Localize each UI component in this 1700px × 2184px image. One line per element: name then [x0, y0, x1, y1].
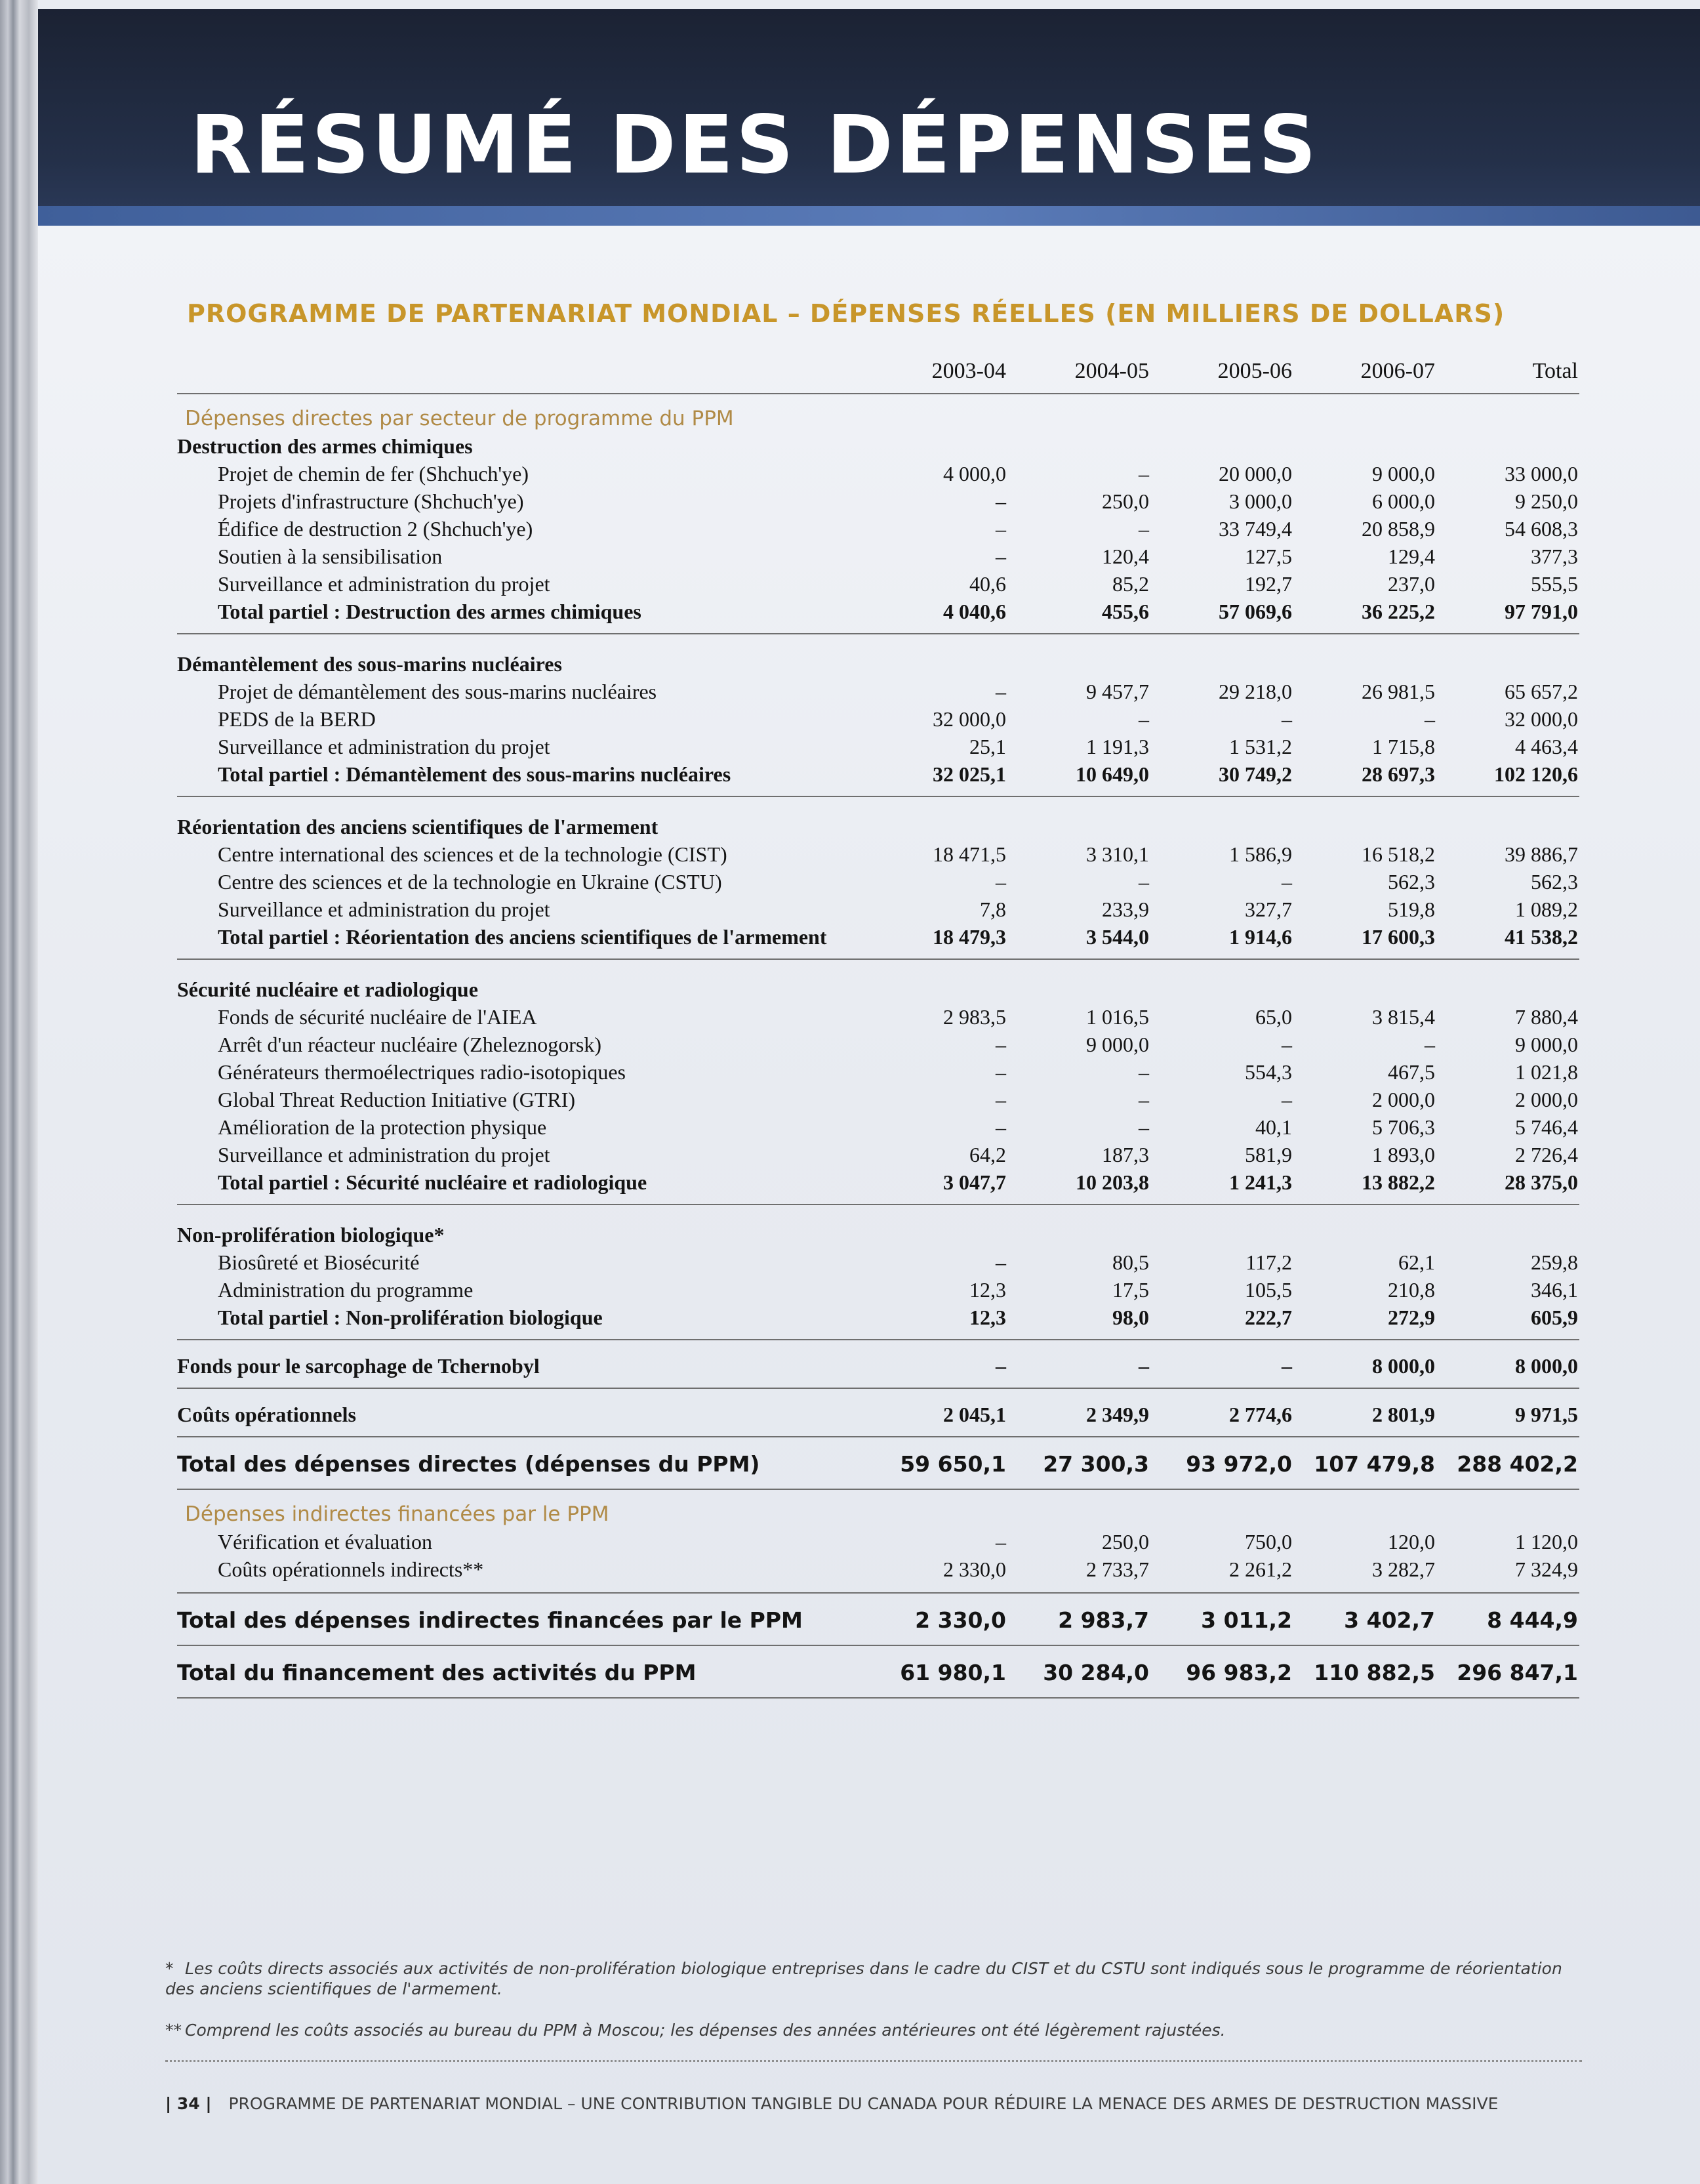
cell-value: 562,3 [1531, 870, 1578, 894]
cell-value: – [1139, 1088, 1149, 1111]
subtotal-value: 13 882,2 [1293, 1168, 1436, 1205]
total-value: 2 330,0 [864, 1593, 1007, 1645]
total-value: 61 980,1 [864, 1645, 1007, 1698]
total-value: 8 444,9 [1436, 1593, 1579, 1645]
cell-value: – [1139, 462, 1149, 485]
cell-value: – [1139, 1060, 1149, 1084]
cell-value: – [864, 1340, 1007, 1388]
subtotal-value: 97 791,0 [1436, 598, 1579, 634]
cell-value: 85,2 [1112, 572, 1149, 596]
subtotal-label: Total partiel : Démantèlement des sous-marins nucléaires [177, 760, 864, 796]
column-header: Total [1436, 358, 1579, 394]
cell-value: 2 261,2 [1229, 1557, 1292, 1581]
cell-value: 62,1 [1398, 1250, 1435, 1274]
page-title: RÉSUMÉ DES DÉPENSES [190, 98, 1319, 192]
row-label: Coûts opérationnels indirects** [218, 1557, 484, 1581]
cell-value: 377,3 [1531, 545, 1578, 568]
table-header-row [177, 358, 1579, 394]
table-row [177, 733, 1579, 760]
cell-value: 65,0 [1255, 1005, 1292, 1029]
subtotal-value: 28 375,0 [1436, 1168, 1579, 1205]
cell-value: 187,3 [1102, 1143, 1149, 1166]
subtotal-value: 17 600,3 [1293, 923, 1436, 959]
cell-value: – [996, 1033, 1006, 1056]
cell-value: 1 120,0 [1515, 1530, 1578, 1554]
cell-value: – [996, 1060, 1006, 1084]
row-label: Administration du programme [218, 1278, 474, 1302]
table-row [177, 460, 1579, 487]
row-label: Surveillance et administration du projet [218, 572, 550, 596]
cell-value: 12,3 [969, 1278, 1006, 1302]
spacer-row [177, 959, 1579, 976]
cell-value: 17,5 [1112, 1278, 1149, 1302]
spacer-row [177, 634, 1579, 650]
dotted-divider [165, 2060, 1582, 2062]
section-heading: Dépenses indirectes financées par le PPM [185, 1502, 609, 1526]
row-label: Édifice de destruction 2 (Shchuch'ye) [218, 517, 533, 541]
cell-value: 346,1 [1531, 1278, 1578, 1302]
binding-edge [0, 0, 38, 2184]
cell-value: 40,6 [969, 572, 1006, 596]
cell-value: – [1282, 707, 1292, 731]
cell-value: 20 858,9 [1362, 517, 1435, 541]
table-row [177, 1031, 1579, 1058]
cell-value: – [1139, 707, 1149, 731]
cell-value: – [996, 489, 1006, 513]
page-footer [165, 2094, 1595, 2113]
cell-value: 32 000,0 [933, 707, 1006, 731]
cell-value: 25,1 [969, 735, 1006, 758]
cell-value: 555,5 [1531, 572, 1578, 596]
column-header: 2006-07 [1293, 358, 1436, 394]
row-label: Soutien à la sensibilisation [218, 545, 443, 568]
section-heading: Dépenses directes par secteur de programme du PPM [185, 407, 734, 430]
category-row [177, 976, 1579, 1003]
footnote-text: Les coûts directs associés aux activités de non-prolifération biologique entreprises dans le cadre du CIST et du CSTU sont indiqués sous le programme de réorientation des anciens scientifiques de l'armement. [165, 1959, 1562, 1998]
category-row [177, 1221, 1579, 1248]
table-row [177, 1388, 1579, 1437]
subtotal-value: 3 544,0 [1007, 923, 1150, 959]
cell-value: 3 000,0 [1229, 489, 1292, 513]
cell-value: 750,0 [1245, 1530, 1292, 1554]
cell-value: 9 971,5 [1436, 1388, 1579, 1437]
column-header: 2004-05 [1007, 358, 1150, 394]
cell-value: 33 749,4 [1219, 517, 1292, 541]
table-row [177, 896, 1579, 923]
row-label: Centre international des sciences et de la technologie (CIST) [218, 842, 727, 866]
cell-value: 1 893,0 [1372, 1143, 1435, 1166]
cell-value: – [1425, 707, 1435, 731]
cell-value: 2 330,0 [943, 1557, 1006, 1581]
subtotal-label: Total partiel : Non-prolifération biologique [177, 1304, 864, 1340]
subtotal-value: 10 649,0 [1007, 760, 1150, 796]
header-stripe [38, 206, 1700, 226]
cell-value: 1 715,8 [1372, 735, 1435, 758]
grand-total-row [177, 1645, 1579, 1698]
total-label: Total des dépenses directes (dépenses du PPM) [177, 1437, 864, 1489]
cell-value: 29 218,0 [1219, 680, 1292, 703]
cell-value: – [996, 1530, 1006, 1554]
footnote-marker: * [165, 1959, 174, 1978]
cell-value: 4 000,0 [943, 462, 1006, 485]
cell-value: 65 657,2 [1505, 680, 1578, 703]
cell-value: 9 000,0 [1086, 1033, 1149, 1056]
total-value: 30 284,0 [1007, 1645, 1150, 1698]
table-row [177, 868, 1579, 896]
category-title: Sécurité nucléaire et radiologique [177, 978, 478, 1001]
total-value: 110 882,5 [1293, 1645, 1436, 1698]
header-label-spacer [177, 358, 864, 394]
spacer-row [177, 796, 1579, 813]
cell-value: – [1007, 1340, 1150, 1388]
grand-total-row [177, 1437, 1579, 1489]
cell-value: 1 089,2 [1515, 897, 1578, 921]
total-label: Total du financement des activités du PPM [177, 1645, 864, 1698]
cell-value: – [1282, 1033, 1292, 1056]
total-value: 107 479,8 [1293, 1437, 1436, 1489]
spacer [177, 1583, 1579, 1593]
row-label: Surveillance et administration du projet [218, 897, 550, 921]
subtotal-value: 28 697,3 [1293, 760, 1436, 796]
cell-value: 64,2 [969, 1143, 1006, 1166]
cell-value: – [1282, 870, 1292, 894]
cell-value: 1 586,9 [1229, 842, 1292, 866]
row-label: Vérification et évaluation [218, 1530, 432, 1554]
table-row [177, 543, 1579, 570]
subtotal-value: 32 025,1 [864, 760, 1007, 796]
subtotal-value: 12,3 [864, 1304, 1007, 1340]
cell-value: 129,4 [1388, 545, 1435, 568]
cell-value: 6 000,0 [1372, 489, 1435, 513]
row-label: Surveillance et administration du projet [218, 735, 550, 758]
cell-value: – [996, 870, 1006, 894]
cell-value: 7,8 [980, 897, 1006, 921]
spacer [177, 634, 1579, 650]
table-row [177, 840, 1579, 868]
cell-value: 105,5 [1245, 1278, 1292, 1302]
table-row [177, 678, 1579, 705]
cell-value: 3 310,1 [1086, 842, 1149, 866]
cell-value: 237,0 [1388, 572, 1435, 596]
subtotal-value: 455,6 [1007, 598, 1150, 634]
category-title: Réorientation des anciens scientifiques de l'armement [177, 815, 658, 838]
cell-value: 1 016,5 [1086, 1005, 1149, 1029]
cell-value: 39 886,7 [1505, 842, 1578, 866]
subtotal-value: 222,7 [1150, 1304, 1293, 1340]
subtotal-row [177, 760, 1579, 796]
column-header: 2005-06 [1150, 358, 1293, 394]
cell-value: 8 000,0 [1293, 1340, 1436, 1388]
cell-value: 250,0 [1102, 1530, 1149, 1554]
total-value: 288 402,2 [1436, 1437, 1579, 1489]
cell-value: 5 746,4 [1515, 1115, 1578, 1139]
cell-value: 2 726,4 [1515, 1143, 1578, 1166]
cell-value: – [1139, 517, 1149, 541]
cell-value: 117,2 [1245, 1250, 1292, 1274]
footnote-text: Comprend les coûts associés au bureau du PPM à Moscou; les dépenses des années antérieures ont été légèrement rajustées. [185, 2021, 1226, 2040]
subtotal-label: Total partiel : Destruction des armes chimiques [177, 598, 864, 634]
table-row [177, 1276, 1579, 1304]
subtotal-row [177, 923, 1579, 959]
subtotal-value: 98,0 [1007, 1304, 1150, 1340]
cell-value: 9 250,0 [1515, 489, 1578, 513]
cell-value: 33 000,0 [1505, 462, 1578, 485]
table-title: PROGRAMME DE PARTENARIAT MONDIAL – DÉPENSES RÉELLES (EN MILLIERS DE DOLLARS) [187, 299, 1505, 328]
cell-value: 32 000,0 [1505, 707, 1578, 731]
cell-value: 2 733,7 [1086, 1557, 1149, 1581]
cell-value: 1 021,8 [1515, 1060, 1578, 1084]
category-title: Démantèlement des sous-marins nucléaires [177, 652, 562, 676]
section-heading-row [177, 394, 1579, 432]
subtotal-value: 605,9 [1436, 1304, 1579, 1340]
category-title: Non-prolifération biologique* [177, 1223, 445, 1247]
cell-value: 120,0 [1388, 1530, 1435, 1554]
spacer-row [177, 1205, 1579, 1221]
cell-value: – [996, 1088, 1006, 1111]
spacer [177, 796, 1579, 813]
cell-value: 192,7 [1245, 572, 1292, 596]
row-label: Centre des sciences et de la technologie en Ukraine (CSTU) [218, 870, 722, 894]
subtotal-value: 30 749,2 [1150, 760, 1293, 796]
row-label: Fonds de sécurité nucléaire de l'AIEA [218, 1005, 537, 1029]
total-value: 296 847,1 [1436, 1645, 1579, 1698]
expenditure-table [177, 358, 1579, 1699]
table-row [177, 1086, 1579, 1113]
table-row [177, 1340, 1579, 1388]
spacer [177, 959, 1579, 976]
cell-value: 327,7 [1245, 897, 1292, 921]
cell-value: – [996, 680, 1006, 703]
cell-value: 467,5 [1388, 1060, 1435, 1084]
table-row [177, 705, 1579, 733]
table-row [177, 1248, 1579, 1276]
subtotal-label: Total partiel : Sécurité nucléaire et radiologique [177, 1168, 864, 1205]
cell-value: 8 000,0 [1436, 1340, 1579, 1388]
cell-value: 554,3 [1245, 1060, 1292, 1084]
subtotal-row [177, 1304, 1579, 1340]
cell-value: – [1425, 1033, 1435, 1056]
cell-value: 1 531,2 [1229, 735, 1292, 758]
total-value: 96 983,2 [1150, 1645, 1293, 1698]
total-value: 27 300,3 [1007, 1437, 1150, 1489]
section-heading-row [177, 1489, 1579, 1528]
row-label: Amélioration de la protection physique [218, 1115, 547, 1139]
footnote-2 [165, 2020, 1589, 2040]
row-label: Coûts opérationnels [177, 1388, 864, 1437]
subtotal-row [177, 1168, 1579, 1205]
table-row [177, 1141, 1579, 1168]
row-label: Générateurs thermoélectriques radio-isotopiques [218, 1060, 626, 1084]
subtotal-value: 10 203,8 [1007, 1168, 1150, 1205]
cell-value: 127,5 [1245, 545, 1292, 568]
page-number: | 34 | [165, 2094, 212, 2113]
total-value: 3 402,7 [1293, 1593, 1436, 1645]
cell-value: 7 880,4 [1515, 1005, 1578, 1029]
cell-value: 2 801,9 [1293, 1388, 1436, 1437]
cell-value: 210,8 [1388, 1278, 1435, 1302]
cell-value: 2 000,0 [1372, 1088, 1435, 1111]
subtotal-value: 36 225,2 [1293, 598, 1436, 634]
cell-value: 20 000,0 [1219, 462, 1292, 485]
table-row [177, 570, 1579, 598]
subtotal-value: 3 047,7 [864, 1168, 1007, 1205]
column-header: 2003-04 [864, 358, 1007, 394]
cell-value: 2 349,9 [1007, 1388, 1150, 1437]
subtotal-value: 102 120,6 [1436, 760, 1579, 796]
table-row [177, 1003, 1579, 1031]
spacer-row [177, 1583, 1579, 1593]
cell-value: 250,0 [1102, 489, 1149, 513]
subtotal-value: 4 040,6 [864, 598, 1007, 634]
row-label: Arrêt d'un réacteur nucléaire (Zheleznogorsk) [218, 1033, 602, 1056]
footnote-1 [165, 1958, 1589, 1999]
row-label: Projet de chemin de fer (Shchuch'ye) [218, 462, 529, 485]
row-label: PEDS de la BERD [218, 707, 376, 731]
cell-value: – [996, 1115, 1006, 1139]
subtotal-row [177, 598, 1579, 634]
spacer [177, 1205, 1579, 1221]
cell-value: – [996, 1250, 1006, 1274]
grand-total-row [177, 1593, 1579, 1645]
category-row [177, 813, 1579, 840]
subtotal-label: Total partiel : Réorientation des anciens scientifiques de l'armement [177, 923, 864, 959]
cell-value: 1 191,3 [1086, 735, 1149, 758]
row-label: Global Threat Reduction Initiative (GTRI) [218, 1088, 576, 1111]
cell-value: – [1282, 1088, 1292, 1111]
table-row [177, 487, 1579, 515]
cell-value: – [1139, 870, 1149, 894]
total-value: 3 011,2 [1150, 1593, 1293, 1645]
subtotal-value: 57 069,6 [1150, 598, 1293, 634]
cell-value: – [996, 545, 1006, 568]
cell-value: 519,8 [1388, 897, 1435, 921]
cell-value: 562,3 [1388, 870, 1435, 894]
cell-value: 581,9 [1245, 1143, 1292, 1166]
row-label: Projet de démantèlement des sous-marins nucléaires [218, 680, 657, 703]
subtotal-value: 1 914,6 [1150, 923, 1293, 959]
cell-value: 2 045,1 [864, 1388, 1007, 1437]
cell-value: 2 983,5 [943, 1005, 1006, 1029]
cell-value: 9 457,7 [1086, 680, 1149, 703]
total-value: 2 983,7 [1007, 1593, 1150, 1645]
subtotal-value: 41 538,2 [1436, 923, 1579, 959]
cell-value: – [996, 517, 1006, 541]
category-title: Destruction des armes chimiques [177, 434, 473, 458]
table-row [177, 1528, 1579, 1556]
total-value: 59 650,1 [864, 1437, 1007, 1489]
cell-value: 16 518,2 [1362, 842, 1435, 866]
subtotal-value: 272,9 [1293, 1304, 1436, 1340]
cell-value: 9 000,0 [1515, 1033, 1578, 1056]
cell-value: 4 463,4 [1515, 735, 1578, 758]
cell-value: 233,9 [1102, 897, 1149, 921]
category-row [177, 650, 1579, 678]
cell-value: 259,8 [1531, 1250, 1578, 1274]
cell-value: 2 000,0 [1515, 1088, 1578, 1111]
cell-value: – [1139, 1115, 1149, 1139]
cell-value: 7 324,9 [1515, 1557, 1578, 1581]
row-label: Projets d'infrastructure (Shchuch'ye) [218, 489, 524, 513]
footnote-marker: ** [165, 2021, 182, 2040]
cell-value: 2 774,6 [1150, 1388, 1293, 1437]
cell-value: 9 000,0 [1372, 462, 1435, 485]
total-label: Total des dépenses indirectes financées par le PPM [177, 1593, 864, 1645]
table-row [177, 515, 1579, 543]
footer-text: PROGRAMME DE PARTENARIAT MONDIAL – UNE CONTRIBUTION TANGIBLE DU CANADA POUR RÉDUIRE LA MENACE DES ARMES DE DESTRUCTION MASSIVE [228, 2094, 1499, 2113]
row-label: Fonds pour le sarcophage de Tchernobyl [177, 1340, 864, 1388]
row-label: Surveillance et administration du projet [218, 1143, 550, 1166]
cell-value: 3 282,7 [1372, 1557, 1435, 1581]
subtotal-value: 18 479,3 [864, 923, 1007, 959]
cell-value: 120,4 [1102, 545, 1149, 568]
cell-value: – [1150, 1340, 1293, 1388]
cell-value: 40,1 [1255, 1115, 1292, 1139]
cell-value: 18 471,5 [933, 842, 1006, 866]
subtotal-value: 1 241,3 [1150, 1168, 1293, 1205]
table-row [177, 1113, 1579, 1141]
cell-value: 26 981,5 [1362, 680, 1435, 703]
table-row [177, 1556, 1579, 1583]
cell-value: 80,5 [1112, 1250, 1149, 1274]
row-label: Biosûreté et Biosécurité [218, 1250, 420, 1274]
cell-value: 3 815,4 [1372, 1005, 1435, 1029]
total-value: 93 972,0 [1150, 1437, 1293, 1489]
table-row [177, 1058, 1579, 1086]
cell-value: 54 608,3 [1505, 517, 1578, 541]
category-row [177, 432, 1579, 460]
cell-value: 5 706,3 [1372, 1115, 1435, 1139]
